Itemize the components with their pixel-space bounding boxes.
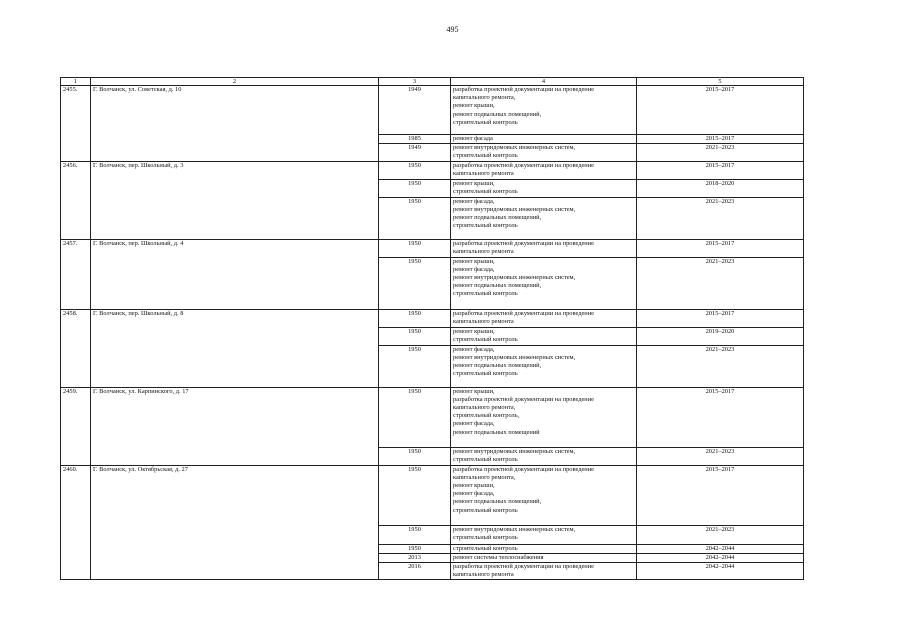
works-cell — [451, 525, 637, 544]
works-cell — [451, 161, 637, 179]
work-item: строительный контроль, — [453, 412, 520, 420]
page-number: 495 — [446, 25, 459, 34]
year-cell: 1950 — [379, 525, 451, 544]
works-cell — [451, 387, 637, 447]
period-cell: 2015–2017 — [637, 387, 804, 447]
work-item: ремонт крыши, — [453, 102, 495, 110]
year-cell: 2016 — [379, 563, 451, 580]
work-item: ремонт фасада — [453, 135, 493, 142]
works-cell — [451, 257, 637, 309]
entry-number: 2456. — [61, 161, 91, 239]
work-item: капитального ремонта — [453, 169, 514, 177]
work-item: капитального ремонта, — [453, 404, 516, 412]
work-item: ремонт фасада, — [453, 420, 495, 428]
works-cell — [451, 309, 637, 327]
works-cell — [451, 345, 637, 387]
table-row — [61, 465, 804, 525]
work-item: разработка проектной документации на проведение — [453, 465, 594, 473]
works-cell — [451, 144, 637, 161]
year-cell: 1949 — [379, 86, 451, 135]
works-cell — [451, 327, 637, 345]
column-header-5: 5 — [637, 78, 804, 86]
year-cell: 1950 — [379, 257, 451, 309]
work-item: капитального ремонта, — [453, 473, 516, 481]
column-header-2: 2 — [91, 78, 379, 86]
works-cell — [451, 544, 637, 553]
work-item: ремонт системы теплоснабжения — [453, 553, 544, 561]
work-item: ремонт крыши, — [453, 179, 495, 187]
table-row — [61, 86, 804, 135]
works-cell — [451, 135, 637, 144]
work-item: строительный контроль — [453, 544, 518, 552]
year-cell: 2013 — [379, 553, 451, 562]
address-cell: Г. Волчанск, пер. Школьный, д. 4 — [91, 239, 379, 309]
address-cell: Г. Волчанск, ул. Советская, д. 10 — [91, 86, 379, 162]
work-item: ремонт внутридомовых инженерных систем, — [453, 525, 576, 533]
year-cell: 1950 — [379, 447, 451, 465]
year-cell: 1985 — [379, 135, 451, 144]
work-item: ремонт внутридомовых инженерных систем, — [453, 447, 576, 455]
work-item: капитального ремонта, — [453, 94, 516, 102]
entry-number: 2457. — [61, 239, 91, 309]
work-item: ремонт фасада, — [453, 197, 495, 205]
work-item: ремонт подвальных помещений — [453, 428, 540, 436]
period-cell: 2015–2017 — [637, 465, 804, 525]
work-item: ремонт внутридомовых инженерных систем, — [453, 274, 576, 282]
year-cell: 1950 — [379, 345, 451, 387]
work-item: ремонт подвальных помещений, — [453, 110, 542, 118]
work-item: ремонт внутридомовых инженерных систем, — [453, 205, 576, 213]
work-item: строительный контроль — [453, 118, 518, 126]
period-cell: 2042–2044 — [637, 544, 804, 553]
entry-number: 2458. — [61, 309, 91, 387]
work-item: строительный контроль — [453, 335, 518, 343]
entry-number: 2459. — [61, 387, 91, 465]
address-cell: Г. Волчанск, пер. Школьный, д. 8 — [91, 309, 379, 387]
year-cell: 1950 — [379, 161, 451, 179]
year-cell: 1950 — [379, 197, 451, 239]
work-item: ремонт крыши, — [453, 327, 495, 335]
work-item: строительный контроль — [453, 455, 518, 463]
works-cell — [451, 447, 637, 465]
column-header-4: 4 — [451, 78, 637, 86]
work-item: разработка проектной документации на проведение — [453, 395, 594, 403]
repair-schedule-table — [60, 77, 804, 580]
year-cell: 1950 — [379, 465, 451, 525]
header-row — [61, 78, 804, 86]
year-cell: 1950 — [379, 239, 451, 257]
entry-number: 2460. — [61, 465, 91, 580]
entry-number: 2455. — [61, 86, 91, 162]
work-item: ремонт крыши, — [453, 387, 495, 395]
work-item: разработка проектной документации на проведение — [453, 309, 594, 317]
column-header-1: 1 — [61, 78, 91, 86]
period-cell: 2021–2023 — [637, 257, 804, 309]
works-cell — [451, 465, 637, 525]
work-item: разработка проектной документации на проведение — [453, 239, 594, 247]
table-row — [61, 161, 804, 179]
work-item: разработка проектной документации на проведение — [453, 563, 594, 571]
period-cell: 2021–2023 — [637, 447, 804, 465]
works-cell — [451, 197, 637, 239]
address-cell: Г. Волчанск, ул. Карпинского, д. 17 — [91, 387, 379, 465]
period-cell: 2015–2017 — [637, 239, 804, 257]
column-header-3: 3 — [379, 78, 451, 86]
work-item: строительный контроль — [453, 152, 518, 160]
work-item: разработка проектной документации на проведение — [453, 86, 594, 93]
table-body — [61, 78, 804, 580]
period-cell: 2019–2020 — [637, 327, 804, 345]
work-item: разработка проектной документации на проведение — [453, 161, 594, 169]
period-cell: 2015–2017 — [637, 86, 804, 135]
work-item: ремонт подвальных помещений, — [453, 282, 542, 290]
works-cell — [451, 563, 637, 580]
period-cell: 2021–2023 — [637, 144, 804, 161]
work-item: ремонт крыши, — [453, 482, 495, 490]
work-item: строительный контроль — [453, 187, 518, 195]
year-cell: 1949 — [379, 144, 451, 161]
table-row — [61, 239, 804, 257]
period-cell: 2042–2044 — [637, 553, 804, 562]
works-cell — [451, 179, 637, 197]
year-cell: 1950 — [379, 327, 451, 345]
work-item: ремонт подвальных помещений, — [453, 498, 542, 506]
period-cell: 2021–2023 — [637, 197, 804, 239]
year-cell: 1950 — [379, 309, 451, 327]
work-item: строительный контроль — [453, 222, 518, 230]
work-item: строительный контроль — [453, 533, 518, 541]
work-item: капитального ремонта — [453, 317, 514, 325]
works-cell — [451, 86, 637, 135]
year-cell: 1950 — [379, 544, 451, 553]
period-cell: 2015–2017 — [637, 309, 804, 327]
work-item: ремонт крыши, — [453, 257, 495, 265]
work-item: капитального ремонта — [453, 247, 514, 255]
period-cell: 2018–2020 — [637, 179, 804, 197]
period-cell: 2015–2017 — [637, 135, 804, 144]
address-cell: Г. Волчанск, ул. Октябрьская, д. 27 — [91, 465, 379, 580]
work-item: ремонт подвальных помещений, — [453, 214, 542, 222]
work-item: ремонт внутридомовых инженерных систем, — [453, 144, 576, 152]
work-item: строительный контроль — [453, 506, 518, 514]
address-cell: Г. Волчанск, пер. Школьный, д. 3 — [91, 161, 379, 239]
works-cell — [451, 553, 637, 562]
work-item: ремонт фасада, — [453, 345, 495, 353]
work-item: ремонт фасада, — [453, 265, 495, 273]
work-item: ремонт подвальных помещений, — [453, 362, 542, 370]
table-row — [61, 387, 804, 447]
period-cell: 2042–2044 — [637, 563, 804, 580]
work-item: ремонт фасада, — [453, 490, 495, 498]
year-cell: 1950 — [379, 179, 451, 197]
work-item: строительный контроль — [453, 370, 518, 378]
period-cell: 2015–2017 — [637, 161, 804, 179]
period-cell: 2021–2023 — [637, 525, 804, 544]
work-item: строительный контроль — [453, 290, 518, 298]
year-cell: 1950 — [379, 387, 451, 447]
table-row — [61, 309, 804, 327]
period-cell: 2021–2023 — [637, 345, 804, 387]
works-cell — [451, 239, 637, 257]
work-item: капитального ремонта — [453, 571, 514, 579]
work-item: ремонт внутридомовых инженерных систем, — [453, 353, 576, 361]
